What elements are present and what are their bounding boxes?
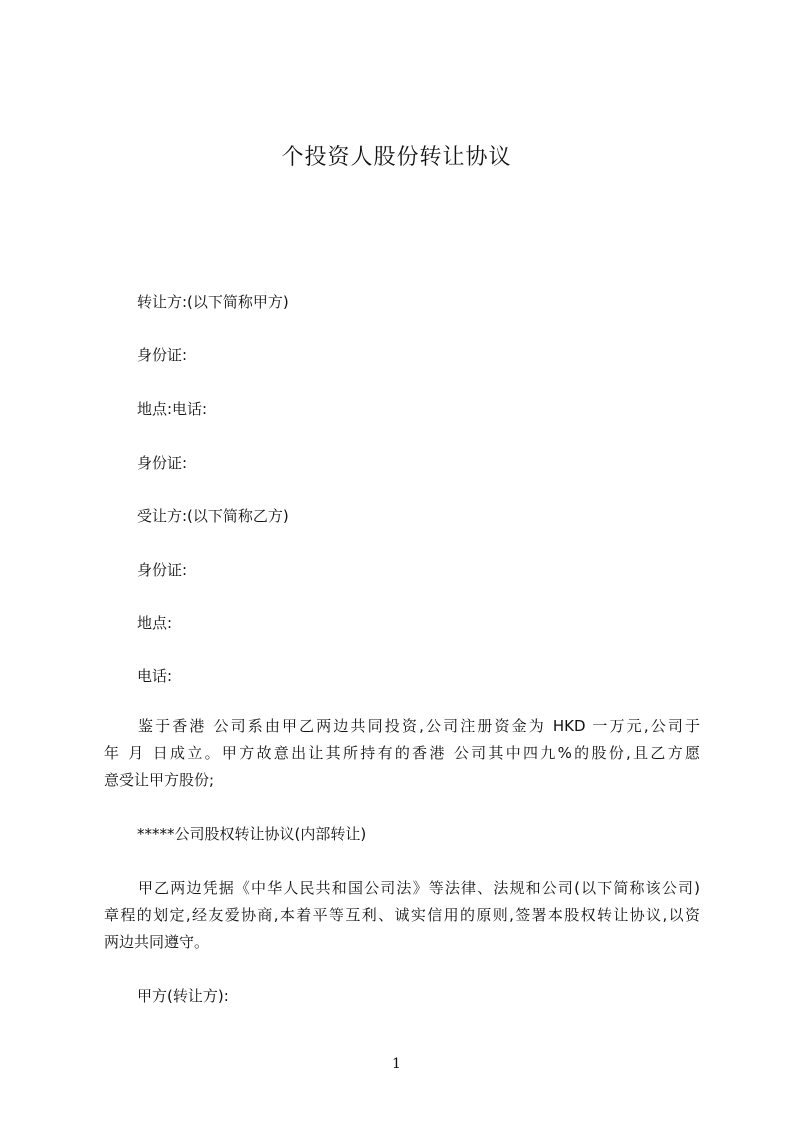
transferee-field: 受让方:(以下简称乙方) [137, 507, 289, 525]
paragraph-line: 意受让甲方股份; [104, 771, 215, 789]
document-title: 个投资人股份转让协议 [281, 145, 512, 170]
page-number: 1 [392, 1056, 401, 1072]
section-heading: *****公司股权转让协议(内部转让) [137, 825, 367, 843]
party-a-label: 甲方(转让方): [137, 987, 229, 1005]
paragraph-line: 章程的划定,经友爱协商,本着平等互利、诚实信用的原则,签署本股权转让协议,以资 [104, 906, 700, 924]
paragraph-line: 年 月 日成立。甲方故意出让其所持有的香港 公司其中四九%的股份,且乙方愿 [104, 744, 700, 762]
agreement-paragraph [104, 875, 700, 956]
address-phone-field: 地点:电话: [137, 400, 208, 418]
id-card-field: 身份证: [137, 346, 188, 364]
id-card-field: 身份证: [137, 454, 188, 472]
paragraph-line: 甲乙两边凭据《中华人民共和国公司法》等法律、法规和公司(以下简称该公司) [138, 879, 700, 897]
paragraph-line: 两边共同遵守。 [104, 933, 210, 951]
recital-paragraph [104, 713, 700, 794]
address-field: 地点: [137, 614, 173, 632]
id-card-field: 身份证: [137, 561, 188, 579]
transferor-field: 转让方:(以下简称甲方) [137, 293, 289, 311]
paragraph-line: 鉴于香港 公司系由甲乙两边共同投资,公司注册资金为 HKD 一万元,公司于 [138, 717, 700, 735]
phone-field: 电话: [137, 667, 173, 685]
